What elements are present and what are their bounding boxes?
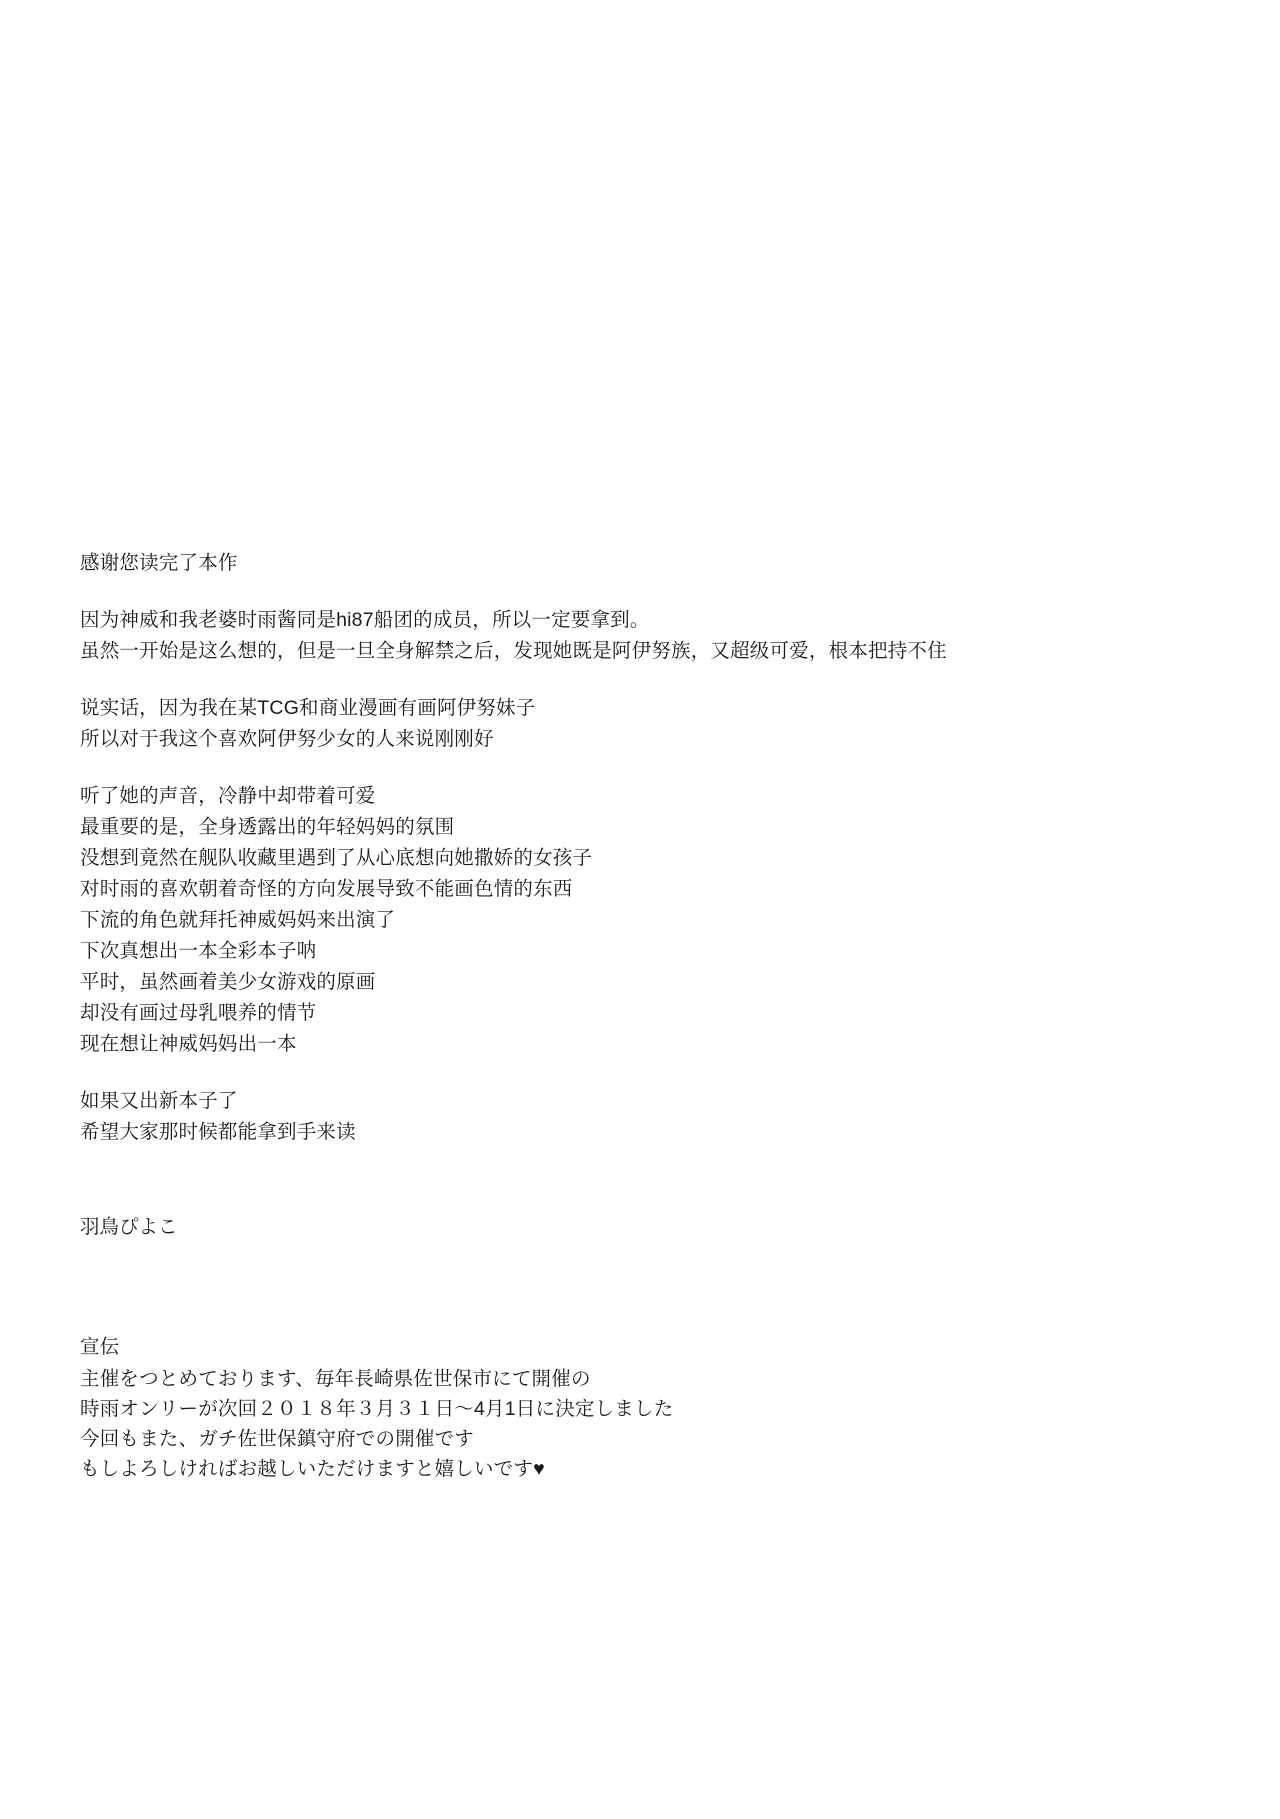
afterword-paragraph-4 — [80, 1086, 1140, 1148]
author-signature: 羽鳥ぴよこ — [80, 1216, 178, 1238]
afterword-line: 下次真想出一本全彩本子呐 — [80, 940, 317, 962]
afterword-line: 说实话，因为我在某TCG和商业漫画有画阿伊努妹子 — [80, 697, 536, 719]
afterword-line: 听了她的声音，冷静中却带着可爱 — [80, 785, 376, 807]
promotion-line: 主催をつとめております、毎年長崎県佐世保市にて開催の — [80, 1368, 591, 1390]
afterword-line: 虽然一开始是这么想的，但是一旦全身解禁之后，发现她既是阿伊努族，又超级可爱，根本把持不住 — [80, 640, 947, 662]
promotion-section — [80, 1332, 1140, 1484]
afterword-paragraph-2 — [80, 693, 1140, 755]
afterword-line: 最重要的是，全身透露出的年轻妈妈的氛围 — [80, 816, 455, 838]
afterword-line: 所以对于我这个喜欢阿伊努少女的人来说刚刚好 — [80, 728, 494, 750]
afterword-line: 下流的角色就拜托神威妈妈来出演了 — [80, 909, 396, 931]
afterword-line: 现在想让神威妈妈出一本 — [80, 1033, 297, 1055]
afterword-line: 对时雨的喜欢朝着奇怪的方向发展导致不能画色情的东西 — [80, 878, 573, 900]
afterword-line: 平时，虽然画着美少女游戏的原画 — [80, 971, 376, 993]
afterword-paragraph-1 — [80, 605, 1140, 667]
promotion-line: もしよろしければお越しいただけますと嬉しいです♥ — [80, 1458, 545, 1480]
afterword-line: 因为神威和我老婆时雨酱同是hi87船团的成员，所以一定要拿到。 — [80, 609, 650, 631]
afterword-line: 却没有画过母乳喂养的情节 — [80, 1002, 317, 1024]
afterword-heading: 感谢您读完了本作 — [80, 552, 238, 574]
afterword-line: 没想到竟然在舰队收藏里遇到了从心底想向她撒娇的女孩子 — [80, 847, 593, 869]
afterword-paragraph-3 — [80, 781, 1140, 1060]
afterword-section — [80, 548, 1140, 1148]
afterword-heading-paragraph — [80, 548, 1140, 579]
promotion-line: 時雨オンリーが次回２０１８年３月３１日〜4月1日に決定しました — [80, 1398, 674, 1420]
afterword-line: 希望大家那时候都能拿到手来读 — [80, 1121, 356, 1143]
promotion-title: 宣伝 — [80, 1336, 120, 1358]
promotion-line: 今回もまた、ガチ佐世保鎮守府での開催です — [80, 1428, 475, 1450]
afterword-line: 如果又出新本子了 — [80, 1090, 238, 1112]
